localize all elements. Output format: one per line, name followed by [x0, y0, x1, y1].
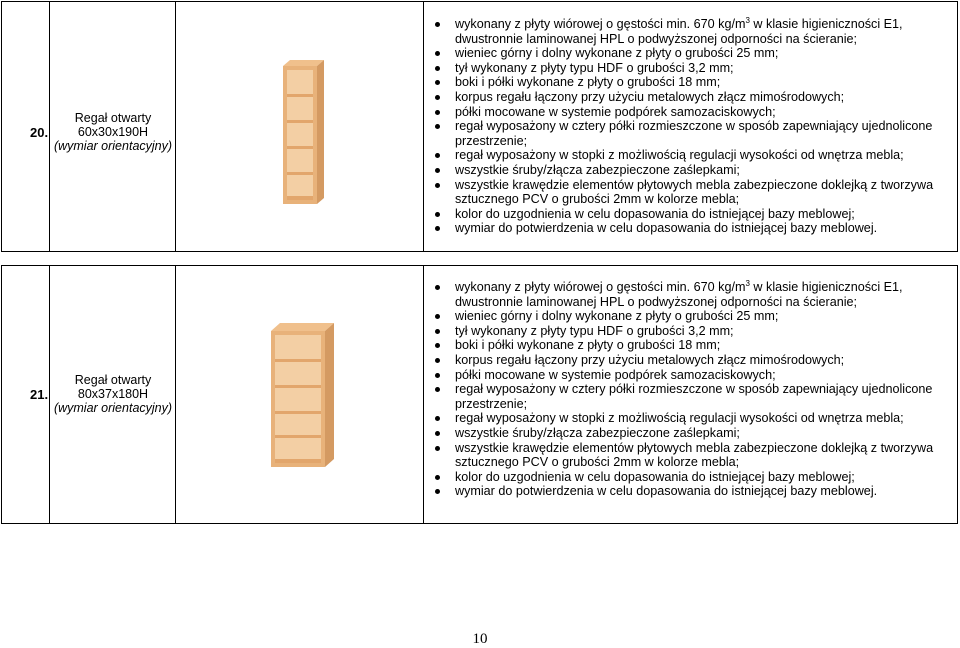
table-row-20 [1, 1, 958, 252]
spec-item: korpus regału łączony przy użyciu metalowych złącz mimośrodowych; [430, 90, 953, 105]
item-name-cell [50, 266, 176, 523]
spec-item: wieniec górny i dolny wykonane z płyty o grubości 25 mm; [430, 46, 953, 61]
spec-list [430, 17, 953, 236]
spec-item: tył wykonany z płyty typu HDF o grubości 3,2 mm; [430, 61, 953, 76]
spec-item: półki mocowane w systemie podpórek samozaciskowych; [430, 105, 953, 120]
item-name-cell [50, 2, 176, 251]
item-number-cell [2, 2, 50, 251]
spec-item: korpus regału łączony przy użyciu metalowych złącz mimośrodowych; [430, 353, 953, 368]
spec-item: boki i półki wykonane z płyty o grubości 18 mm; [430, 75, 953, 90]
spec-item: półki mocowane w systemie podpórek samozaciskowych; [430, 368, 953, 383]
spec-item: kolor do uzgodnienia w celu dopasowania do istniejącej bazy meblowej; [430, 470, 953, 485]
spec-item: wszystkie krawędzie elementów płytowych mebla zabezpieczone doklejką z tworzywa sztucznego PCV o grubości 2mm w kolorze mebla; [430, 441, 953, 470]
item-name [50, 373, 176, 415]
spec-item: wymiar do potwierdzenia w celu dopasowania do istniejącej bazy meblowej. [430, 484, 953, 499]
spec-item: wykonany z płyty wiórowej o gęstości min. 670 $kg/m^3$ w klasie higieniczności E1, dwustronnie laminowanej HPL o podwyższonej odporności na ścieranie; [430, 17, 953, 46]
item-number: 20. [30, 125, 49, 140]
item-image-cell [176, 266, 424, 523]
spec-item: boki i półki wykonane z płyty o grubości 18 mm; [430, 338, 953, 353]
item-name [50, 111, 176, 153]
page-number: 10 [472, 631, 488, 647]
spec-item: regał wyposażony w cztery półki rozmieszczone w sposób zapewniający ujednolicone przestrzenie; [430, 119, 953, 148]
table-row-21 [1, 265, 958, 524]
spec-item: tył wykonany z płyty typu HDF o grubości 3,2 mm; [430, 324, 953, 339]
spec-item: wszystkie krawędzie elementów płytowych mebla zabezpieczone doklejką z tworzywa sztucznego PCV o grubości 2mm w kolorze mebla; [430, 178, 953, 207]
item-description-cell [424, 266, 957, 523]
bookshelf-tall-narrow-icon [280, 58, 326, 206]
spec-item: wszystkie śruby/złącza zabezpieczone zaślepkami; [430, 163, 953, 178]
spec-item: regał wyposażony w stopki z możliwością regulacji wysokości od wnętrza mebla; [430, 411, 953, 426]
spec-item: wszystkie śruby/złącza zabezpieczone zaślepkami; [430, 426, 953, 441]
spec-item: wykonany z płyty wiórowej o gęstości min. 670 $kg/m^3$ w klasie higieniczności E1, dwustronnie laminowanej HPL o podwyższonej odporności na ścieranie; [430, 280, 953, 309]
item-dimensions: 60x30x190H [77, 125, 149, 139]
item-dimensions: 80x37x180H [77, 387, 149, 401]
item-name-title: Regał otwarty [74, 373, 152, 387]
item-number: 21. [30, 387, 49, 402]
item-dimensions-hint: (wymiar orientacyjny) [53, 401, 173, 415]
item-dimensions-hint: (wymiar orientacyjny) [53, 139, 173, 153]
spec-item: regał wyposażony w stopki z możliwością regulacji wysokości od wnętrza mebla; [430, 148, 953, 163]
item-description-cell [424, 2, 957, 251]
spec-list [430, 280, 953, 499]
bookshelf-wide-icon [268, 321, 336, 469]
spec-item: wymiar do potwierdzenia w celu dopasowania do istniejącej bazy meblowej. [430, 221, 953, 236]
item-number-cell [2, 266, 50, 523]
spec-item: wieniec górny i dolny wykonane z płyty o grubości 25 mm; [430, 309, 953, 324]
item-name-title: Regał otwarty [74, 111, 152, 125]
spec-item: kolor do uzgodnienia w celu dopasowania do istniejącej bazy meblowej; [430, 207, 953, 222]
spec-item: regał wyposażony w cztery półki rozmieszczone w sposób zapewniający ujednolicone przestrzenie; [430, 382, 953, 411]
item-image-cell [176, 2, 424, 251]
